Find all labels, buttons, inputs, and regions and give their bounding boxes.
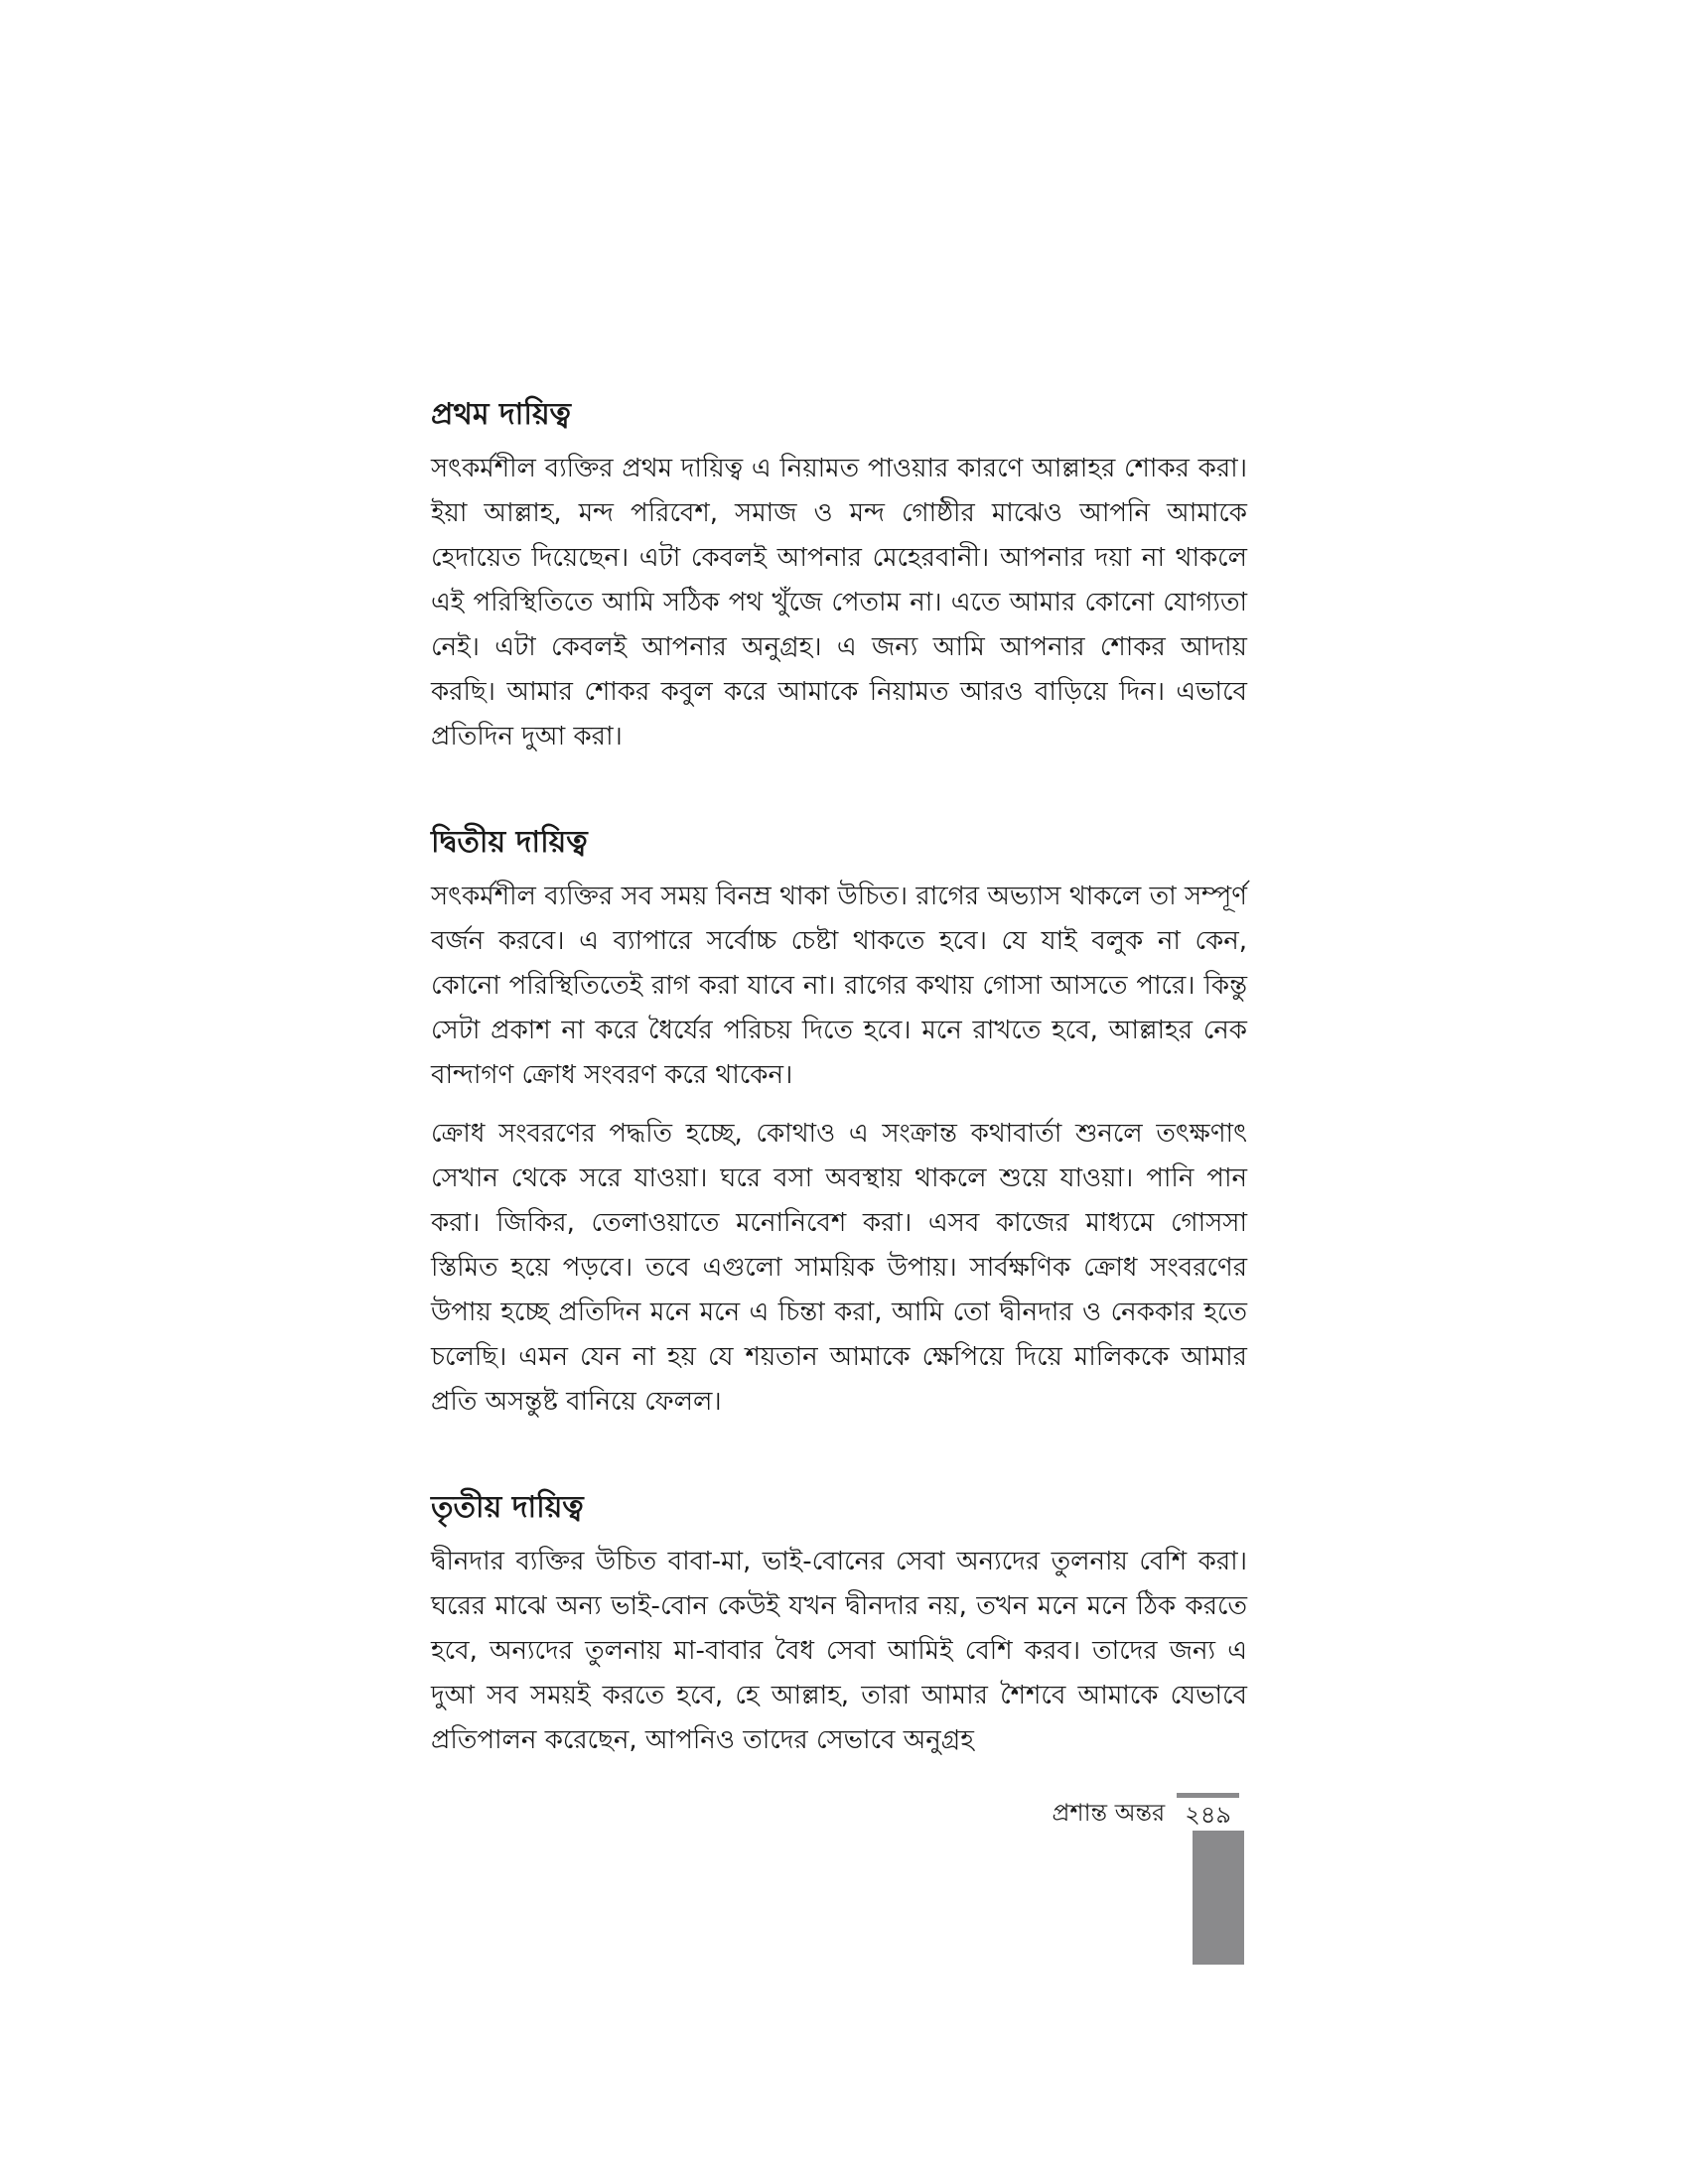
- thumb-index-tab: [1193, 1831, 1244, 1965]
- paragraph: ক্রোধ সংবরণের পদ্ধতি হচ্ছে, কোথাও এ সংক্রান্ত কথাবার্তা শুনলে তৎক্ষণাৎ সেখান থেকে সরে যাওয়া। ঘরে বসা অবস্থায় থাকলে শুয়ে যাওয়া। পানি পান করা। জিকির, তেলাওয়াতে মনোনিবেশ করা। এসব কাজের মাধ্যমে গোসসা স্তিমিত হয়ে পড়বে। তবে এগুলো সাময়িক উপায়। সার্বক্ষণিক ক্রোধ সংবরণের উপায় হচ্ছে প্রতিদিন মনে মনে এ চিন্তা করা, আমি তো দ্বীনদার ও নেককার হতে চলেছি। এমন যেন না হয় যে শয়তান আমাকে ক্ষেপিয়ে দিয়ে মালিককে আমার প্রতি অসন্তুষ্ট বানিয়ে ফেলল।: [431, 1119, 1247, 1417]
- page-footer: [1052, 1793, 1239, 1832]
- page-number: ২৪৯: [1177, 1793, 1239, 1832]
- paragraph: দ্বীনদার ব্যক্তির উচিত বাবা-মা, ভাই-বোনের সেবা অন্যদের তুলনায় বেশি করা। ঘরের মাঝে অন্য ভাই-বোন কেউই যখন দ্বীনদার নয়, তখন মনে মনে ঠিক করতে হবে, অন্যদের তুলনায় মা-বাবার বৈধ সেবা আমিই বেশি করব। তাদের জন্য এ দুআ সব সময়ই করতে হবে, হে আল্লাহ, তারা আমার শৈশবে আমাকে যেভাবে প্রতিপালন করেছেন, আপনিও তাদের সেভাবে অনুগ্রহ: [431, 1547, 1247, 1755]
- section-heading: তৃতীয় দায়িত্ব: [431, 1490, 584, 1525]
- running-title: প্রশান্ত অন্তর: [1052, 1798, 1166, 1827]
- paragraph: সৎকর্মশীল ব্যক্তির প্রথম দায়িত্ব এ নিয়ামত পাওয়ার কারণে আল্লাহর শোকর করা। ইয়া আল্লাহ, মন্দ পরিবেশ, সমাজ ও মন্দ গোষ্ঠীর মাঝেও আপনি আমাকে হেদায়েত দিয়েছেন। এটা কেবলই আপনার মেহেরবানী। আপনার দয়া না থাকলে এই পরিস্থিতিতে আমি সঠিক পথ খুঁজে পেতাম না। এতে আমার কোনো যোগ্যতা নেই। এটা কেবলই আপনার অনুগ্রহ। এ জন্য আমি আপনার শোকর আদায় করছি। আমার শোকর কবুল করে আমাকে নিয়ামত আরও বাড়িয়ে দিন। এভাবে প্রতিদিন দুআ করা।: [431, 454, 1247, 751]
- section-heading: প্রথম দায়িত্ব: [431, 397, 571, 432]
- section-third-duty: [431, 1482, 1247, 1763]
- paragraph: সৎকর্মশীল ব্যক্তির সব সময় বিনম্র থাকা উচিত। রাগের অভ্যাস থাকলে তা সম্পূর্ণ বর্জন করবে। এ ব্যাপারে সর্বোচ্চ চেষ্টা থাকতে হবে। যে যাই বলুক না কেন, কোনো পরিস্থিতিতেই রাগ করা যাবে না। রাগের কথায় গোসা আসতে পারে। কিন্তু সেটা প্রকাশ না করে ধৈর্যের পরিচয় দিতে হবে। মনে রাখতে হবে, আল্লাহর নেক বান্দাগণ ক্রোধ সংবরণ করে থাকেন।: [431, 882, 1247, 1090]
- section-first-duty: [431, 389, 1247, 759]
- section-second-duty: [431, 817, 1247, 1425]
- page-content: [431, 389, 1247, 1821]
- section-heading: দ্বিতীয় দায়িত্ব: [431, 825, 588, 860]
